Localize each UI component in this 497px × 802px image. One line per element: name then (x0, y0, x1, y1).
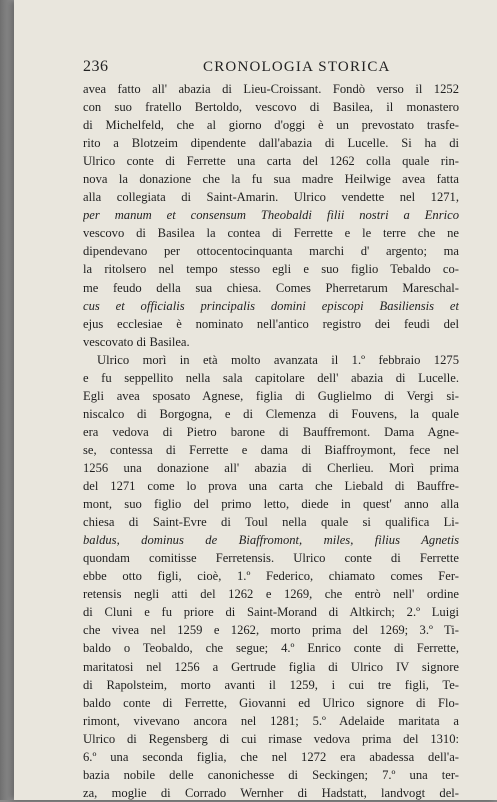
text-line: bazia nobile delle canonichesse di Seckingen; 7.º una ter- (83, 767, 459, 782)
text-line: me feudo della sua chiesa. Comes Pherretarum Mareschal- (83, 280, 459, 295)
text-line: Egli avea sposato Agnese, figlia di Guglielmo di Vergi si- (83, 388, 459, 403)
text-line: vescovo di Basilea la contea di Ferrette e le terre che ne (83, 226, 459, 241)
text-line: alla collegiata di Saint-Amarin. Ulrico vendette nel 1271, (83, 190, 459, 205)
text-line: di Michelfeld, che al giorno d'oggi è un prevostato trasfe- (83, 118, 459, 133)
text-line: maritatosi nel 1256 a Gertrude figlia di Ulrico IV signore (83, 659, 459, 674)
text-line: niscalco di Borgogna, e di Clemenza di Fouvens, la quale (83, 406, 459, 421)
text-line: baldo conte di Ferrette, Giovanni ed Ulrico signore di Flo- (83, 695, 459, 710)
text-line: quondam comitisse Ferretensis. Ulrico conte di Ferrette (83, 551, 459, 566)
page-header (83, 58, 457, 78)
text-line: nova la donazione che la fu sua madre Heilwige avea fatta (83, 172, 459, 187)
text-line: Ulrico conte di Ferrette una carta del 1262 colla quale rin- (83, 154, 459, 169)
page-number: 236 (83, 58, 109, 75)
text-line: cus et officialis principalis domini episcopi Basiliensis et (83, 298, 459, 313)
text-line: per manum et consensum Theobaldi filii nostri a Enrico (83, 208, 459, 223)
text-line: dipendevano per ottocentocinquanta marchi d' argento; ma (83, 244, 459, 259)
text-line: era vedova di Pietro barone di Bauffremont. Dama Agne- (83, 424, 459, 439)
text-line: 6.º una seconda figlia, che nel 1272 era abadessa dell'a- (83, 749, 459, 764)
text-line: retensis negli atti del 1262 e 1269, che entrò nell' ordine (83, 587, 459, 602)
text-line: e fu seppellito nella sala capitolare dell' abazia di Lucelle. (83, 370, 459, 385)
text-line: ejus ecclesiae è nominato nell'antico registro dei feudi del (83, 316, 459, 331)
text-line: ebbe otto figli, cioè, 1.º Federico, chiamato comes Fer- (83, 569, 459, 584)
text-line: 1256 una donazione all' abazia di Cherlieu. Morì prima (83, 460, 459, 475)
text-line: za, moglie di Corrado Wernher di Hadstatt, landvogt del- (83, 785, 459, 800)
text-line: vescovato di Basilea. (83, 334, 190, 349)
text-line: rimont, vivevano ancora nel 1281; 5.º Adelaide maritata a (83, 713, 459, 728)
text-line: che vivea nel 1259 e 1262, morto prima del 1269; 3.º Ti- (83, 623, 459, 638)
paragraph-start-line: Ulrico morì in età molto avanzata il 1.º febbraio 1275 (97, 352, 459, 367)
text-line: del 1271 come lo prova una carta che Liebald di Bauffre- (83, 479, 459, 494)
text-line: Ulrico di Regensberg di cui rimase vedova prima del 1310: (83, 731, 459, 746)
book-gutter-edge (0, 0, 14, 800)
text-line: mont, suo figlio del primo letto, diede in quest' anno alla (83, 497, 459, 512)
body-text (83, 80, 459, 802)
text-line: baldo o Teobaldo, che segue; 4.º Enrico conte di Ferrette, (83, 641, 459, 656)
text-line: baldus, dominus de Biaffromont, miles, filius Agnetis (83, 533, 459, 548)
text-line: con suo fratello Bertoldo, vescovo di Basilea, il monastero (83, 100, 459, 115)
text-line: se, contessa di Ferrette e dama di Biaffroymont, fece nel (83, 442, 459, 457)
text-line: di Cluni e fu priore di Saint-Morand di Altkirch; 2.º Luigi (83, 605, 459, 620)
text-line: rito a Blotzeim dipendente dall'abazia di Lucelle. Si ha di (83, 136, 459, 151)
text-line: la ritolsero nel tempo stesso egli e suo figlio Tebaldo co- (83, 262, 459, 277)
text-line: avea fatto all' abazia di Lieu-Croissant. Fondò verso il 1252 (83, 82, 459, 96)
text-line: chiesa di Saint-Evre di Toul nella quale si qualifica Li- (83, 515, 459, 530)
text-line: di Rapolsteim, morto avanti il 1259, i cui tre figli, Te- (83, 677, 459, 692)
running-head: CRONOLOGIA STORICA (203, 59, 391, 75)
